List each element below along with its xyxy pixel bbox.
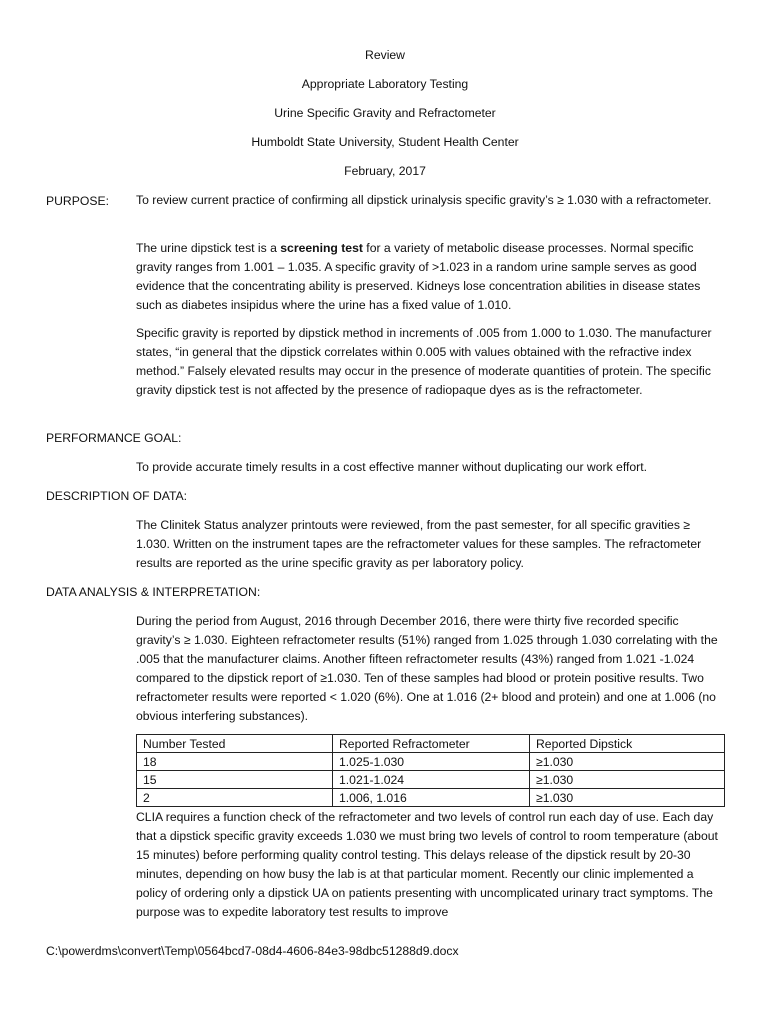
table-cell: 1.025-1.030	[333, 753, 530, 771]
footer-file-path: C:\powerdms\convert\Temp\0564bcd7-08d4-4606-84e3-98dbc51288d9.docx	[46, 944, 459, 958]
table-row	[137, 789, 725, 807]
doc-title-testing: Appropriate Laboratory Testing	[301, 77, 469, 91]
table-header-cell: Reported Dipstick	[530, 735, 725, 753]
purpose-p2-text-start: The urine dipstick test is a	[136, 241, 281, 255]
table-cell: ≥1.030	[530, 753, 725, 771]
table-cell: 2	[137, 789, 333, 807]
table-row	[137, 753, 725, 771]
table-row	[137, 771, 725, 789]
doc-title-subject: Urine Specific Gravity and Refractometer	[274, 106, 496, 120]
table-cell: ≥1.030	[530, 771, 725, 789]
purpose-label: PURPOSE:	[46, 194, 109, 208]
doc-title-institution: Humboldt State University, Student Health Center	[251, 135, 519, 149]
table-cell: 15	[137, 771, 333, 789]
table-cell: 18	[137, 753, 333, 771]
table-header-cell: Reported Refractometer	[333, 735, 530, 753]
doc-title-review: Review	[365, 48, 405, 62]
screening-test-bold: screening test	[280, 241, 363, 255]
purpose-paragraph-1: To review current practice of confirming all dipstick urinalysis specific gravity’s ≥ 1.030 with a refractometer.	[136, 193, 712, 207]
analysis-label: DATA ANALYSIS & INTERPRETATION:	[46, 585, 261, 599]
description-paragraph: The Clinitek Status analyzer printouts were reviewed, from the past semester, for all specific gravities ≥ 1.030. Written on the instrument tapes are the refractometer values for these samples. The refractometer results are reported as the urine specific gravity as per laboratory policy.	[136, 518, 702, 570]
table-cell: 1.006, 1.016	[333, 789, 530, 807]
purpose-p2-text-end: for a variety of metabolic disease processes. Normal specific gravity ranges from 1.001 – 1.035. A specific gravity of >1.023 in a random urine sample serves as good evidence that the concentrating ability is preserved. Kidneys lose concentration abilities in disease states such as diabetes insipidus where the urine has a fixed value of 1.010.	[136, 241, 701, 312]
table-cell: 1.021-1.024	[333, 771, 530, 789]
table-header-row	[137, 735, 725, 753]
performance-goal-paragraph: To provide accurate timely results in a cost effective manner without duplicating our work effort.	[136, 460, 647, 474]
analysis-paragraph-1: During the period from August, 2016 through December 2016, there were thirty five recorded specific gravity’s ≥ 1.030. Eighteen refractometer results (51%) ranged from 1.025 through 1.030 correlating with the .005 that the manufacturer claims. Another fifteen refractometer results (43%) ranged from 1.021 -1.024 compared to the dipstick report of ≥1.030. Ten of these samples had blood or protein positive results. Two refractometer results were reported < 1.020 (6%). One at 1.016 (2+ blood and protein) and one at 1.006 (no obvious interfering substances).	[136, 614, 718, 723]
purpose-paragraph-2	[136, 239, 721, 315]
doc-title-date: February, 2017	[344, 164, 426, 178]
analysis-paragraph-2: CLIA requires a function check of the refractometer and two levels of control run each day of use. Each day that a dipstick specific gravity exceeds 1.030 we must bring two levels of control to room temperature (about 15 minutes) before performing quality control testing. This delays release of the dipstick result by 20-30 minutes, depending on how busy the lab is at that particular moment. Recently our clinic implemented a policy of ordering only a dipstick UA on patients presenting with uncomplicated urinary tract symptoms. The purpose was to expedite laboratory test results to improve	[136, 810, 718, 919]
results-table	[136, 734, 725, 807]
purpose-paragraph-3: Specific gravity is reported by dipstick method in increments of .005 from 1.000 to 1.030. The manufacturer states, “in general that the dipstick correlates within 0.005 with values obtained with the refractive index method.” Falsely elevated results may occur in the presence of moderate quantities of protein. The specific gravity dipstick test is not affected by the presence of radiopaque dyes as is the refractometer.	[136, 326, 712, 397]
table-cell: ≥1.030	[530, 789, 725, 807]
description-label: DESCRIPTION OF DATA:	[46, 489, 188, 503]
performance-goal-label: PERFORMANCE GOAL:	[46, 431, 182, 445]
table-header-cell: Number Tested	[137, 735, 333, 753]
